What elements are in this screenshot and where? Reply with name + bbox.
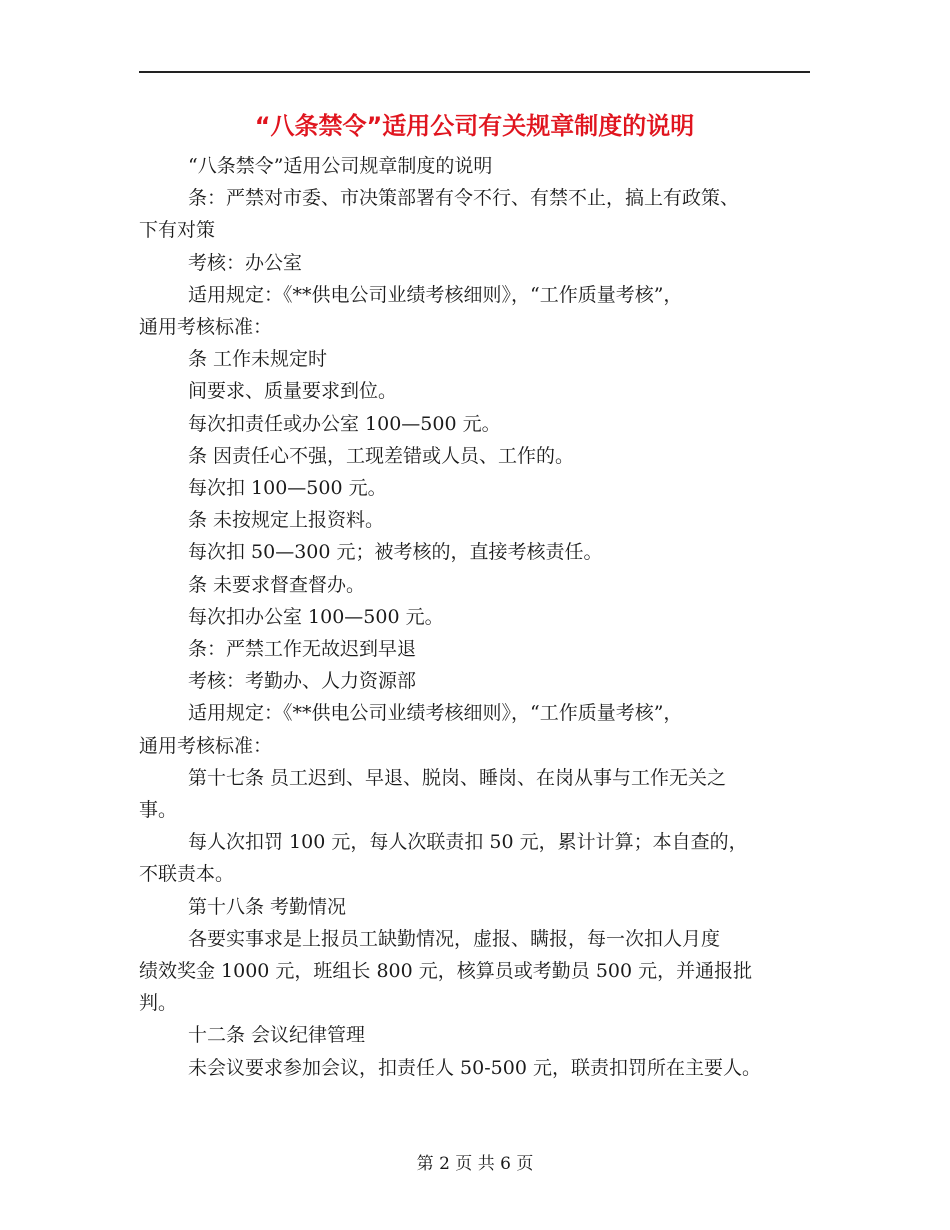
paragraph-line: 通用考核标准： <box>139 316 273 339</box>
paragraph-line: 每次扣办公室 100—500 元。 <box>188 605 444 628</box>
paragraph-line: 事。 <box>139 799 178 822</box>
header-rule <box>139 71 810 73</box>
paragraph-line: 考核：考勤办、人力资源部 <box>188 670 417 693</box>
document-body <box>139 150 819 1084</box>
paragraph-line: 考核：办公室 <box>188 251 303 274</box>
document-title: “八条禁令”适用公司有关规章制度的说明 <box>254 112 695 140</box>
paragraph-line: 判。 <box>139 992 178 1015</box>
paragraph-line: 第十七条 员工迟到、早退、脱岗、睡岗、在岗从事与工作无关之 <box>188 766 727 789</box>
paragraph-line: 每次扣 100—500 元。 <box>188 477 387 500</box>
paragraph-line: 适用规定：《**供电公司业绩考核细则》，“工作质量考核”， <box>188 702 683 725</box>
paragraph-line: 各要实事求是上报员工缺勤情况，虚报、瞒报，每一次扣人月度 <box>188 927 721 950</box>
paragraph-line: “八条禁令”适用公司规章制度的说明 <box>188 155 493 177</box>
paragraph-line: 条 未要求督查督办。 <box>188 573 366 596</box>
paragraph-line: 每次扣 50—300 元；被考核的，直接考核责任。 <box>188 541 603 564</box>
paragraph-line: 绩效奖金 1000 元，班组长 800 元，核算员或考勤员 500 元，并通报批 <box>139 960 753 983</box>
page-footer: 第 2 页 共 6 页 <box>416 1154 534 1174</box>
paragraph-line: 每人次扣罚 100 元，每人次联责扣 50 元，累计计算；本自查的， <box>188 831 748 854</box>
paragraph-line: 不联责本。 <box>139 863 235 886</box>
paragraph-line: 条：严禁对市委、市决策部署有令不行、有禁不止，搞上有政策、 <box>188 187 740 210</box>
paragraph-line: 间要求、质量要求到位。 <box>188 380 398 403</box>
paragraph-line: 通用考核标准： <box>139 734 273 757</box>
paragraph-line: 条 未按规定上报资料。 <box>188 509 385 532</box>
paragraph-line: 十二条 会议纪律管理 <box>188 1024 366 1047</box>
paragraph-line: 条：严禁工作无故迟到早退 <box>188 638 417 661</box>
paragraph-line: 第十八条 考勤情况 <box>188 895 347 918</box>
paragraph-line: 适用规定：《**供电公司业绩考核细则》，“工作质量考核”， <box>188 283 683 306</box>
paragraph-line: 未会议要求参加会议，扣责任人 50-500 元，联责扣罚所在主要人。 <box>188 1056 761 1079</box>
paragraph-line: 每次扣责任或办公室 100—500 元。 <box>188 412 501 435</box>
paragraph-line: 条 因责任心不强，工现差错或人员、工作的。 <box>188 444 575 467</box>
paragraph-line: 条 工作未规定时 <box>188 348 328 371</box>
paragraph-line: 下有对策 <box>139 219 216 242</box>
